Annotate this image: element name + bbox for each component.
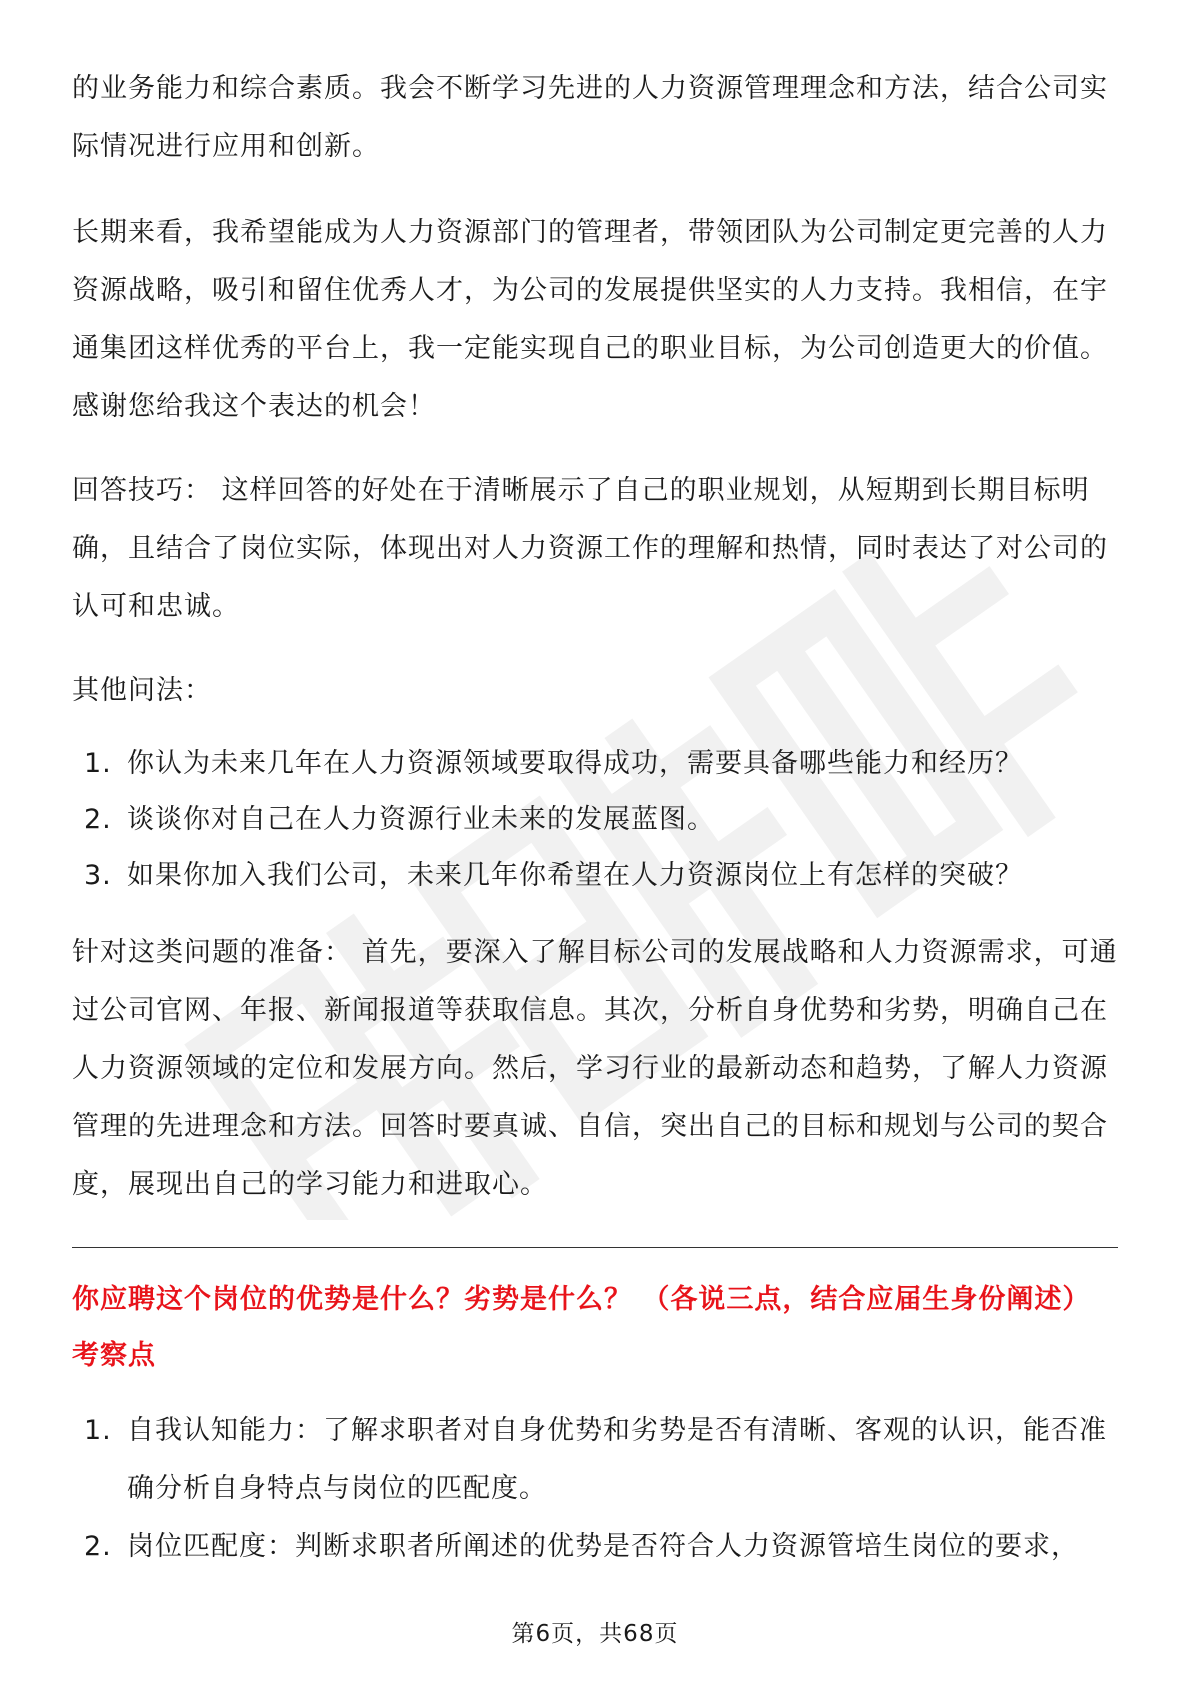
list-number: 2. (84, 804, 112, 835)
paragraph-answer-tips: 回答技巧： 这样回答的好处在于清晰展示了自己的职业规划，从短期到长期目标明确，且结合了岗位实际，体现出对人力资源工作的理解和热情，同时表达了对公司的认可和忠诚。 (72, 475, 1108, 622)
paragraph-long-term-goal: 长期来看，我希望能成为人力资源部门的管理者，带领团队为公司制定更完善的人力资源战略，吸引和留住优秀人才，为公司的发展提供坚实的人力支持。我相信，在宇通集团这样优秀的平台上，我一定能实现自己的职业目标，为公司创造更大的价值。感谢您给我这个表达的机会！ (72, 217, 1108, 422)
page-content (72, 60, 1118, 1576)
paragraph-continuation: 的业务能力和综合素质。我会不断学习先进的人力资源管理理念和方法，结合公司实际情况进行应用和创新。 (72, 73, 1108, 162)
list-item-text: 岗位匹配度：判断求职者所阐述的优势是否符合人力资源管培生岗位的要求， (127, 1531, 1079, 1562)
list-item (72, 792, 1118, 848)
list-item-text: 自我认知能力：了解求职者对自身优势和劣势是否有清晰、客观的认识，能否准确分析自身特点与岗位的匹配度。 (127, 1415, 1107, 1504)
list-item-text: 谈谈你对自己在人力资源行业未来的发展蓝图。 (127, 804, 715, 835)
list-item-text: 如果你加入我们公司，未来几年你希望在人力资源岗位上有怎样的突破？ (127, 860, 1023, 891)
assessment-points-list (72, 1402, 1118, 1576)
list-number: 2. (84, 1531, 112, 1562)
list-item-text: 你认为未来几年在人力资源领域要取得成功，需要具备哪些能力和经历？ (127, 748, 1023, 779)
paragraph-preparation: 针对这类问题的准备： 首先，要深入了解目标公司的发展战略和人力资源需求，可通过公司官网、年报、新闻报道等获取信息。其次，分析自身优势和劣势，明确自己在人力资源领域的定位和发展方向。然后，学习行业的最新动态和趋势，了解人力资源管理的先进理念和方法。回答时要真诚、自信，突出自己的目标和规划与公司的契合度，展现出自己的学习能力和进取心。 (72, 937, 1118, 1200)
other-questions-list (72, 736, 1118, 904)
page-number-footer: 第6页，共68页 (511, 1621, 679, 1647)
list-item (72, 848, 1118, 904)
list-item (72, 1402, 1118, 1518)
list-number: 3. (84, 860, 112, 891)
other-questions-label: 其他问法： (72, 675, 212, 706)
question-heading: 你应聘这个岗位的优势是什么？劣势是什么？ （各说三点，结合应届生身份阐述） (72, 1284, 1091, 1315)
list-number: 1. (84, 1415, 112, 1446)
list-item (72, 1518, 1118, 1576)
assessment-points-label: 考察点 (72, 1340, 156, 1371)
section-divider (72, 1247, 1118, 1248)
list-item (72, 736, 1118, 792)
list-number: 1. (84, 748, 112, 779)
